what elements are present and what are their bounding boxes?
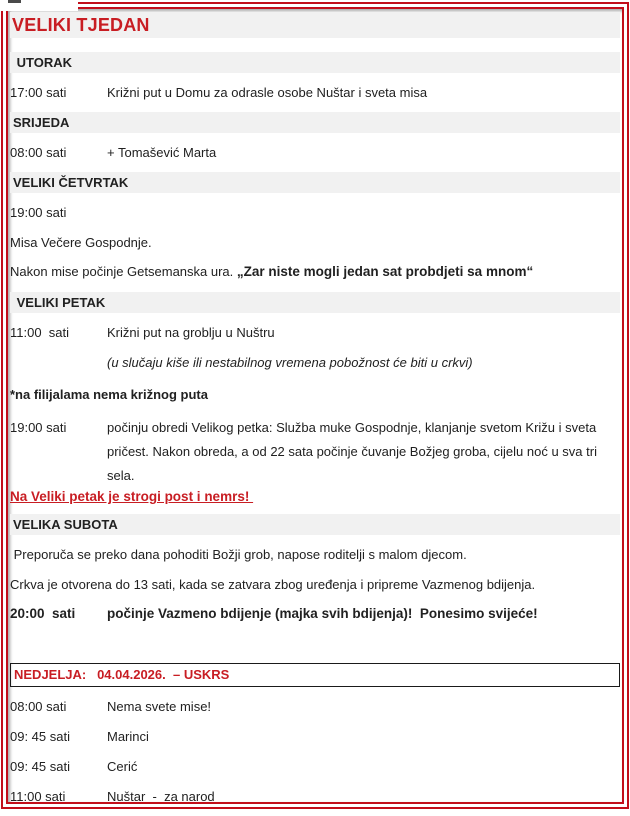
schedule-time: 11:00 sati bbox=[10, 325, 70, 340]
schedule-row bbox=[10, 145, 620, 160]
section-header-nedjelja-uskrs: NEDJELJA: 04.04.2026. – USKRS bbox=[10, 663, 620, 687]
section-header-srijeda: SRIJEDA bbox=[10, 112, 620, 133]
schedule-desc: počinje Vazmeno bdijenje (majka svih bdijenja)! Ponesimo svijeće! bbox=[107, 606, 538, 621]
schedule-time: 20:00 sati bbox=[10, 606, 76, 621]
filijale-note-bold: *na filijalama nema križnog puta bbox=[10, 387, 208, 402]
schedule-desc bbox=[107, 205, 620, 220]
schedule-row bbox=[10, 85, 620, 100]
schedule-time: 11:00 sati bbox=[10, 789, 66, 804]
schedule-row-bold bbox=[10, 606, 620, 621]
paragraph-bozji-grob: Preporuča se preko dana pohoditi Božji grob, napose roditelji s malom djecom. bbox=[10, 547, 467, 562]
schedule-desc: Cerić bbox=[107, 759, 138, 774]
schedule-time: 19:00 sati bbox=[10, 205, 67, 220]
schedule-time: 09: 45 sati bbox=[10, 759, 70, 774]
section-header-veliki-petak: VELIKI PETAK bbox=[10, 292, 620, 313]
paragraph-crkva-otvorena: Crkva je otvorena do 13 sati, kada se zatvara zbog uređenja i pripreme Vazmenog bdijenja. bbox=[10, 577, 536, 592]
schedule-row bbox=[10, 729, 620, 744]
paragraph-misa-vecere: Misa Večere Gospodnje. bbox=[10, 235, 152, 250]
top-left-smudge bbox=[8, 0, 21, 3]
schedule-desc: Križni put u Domu za odrasle osobe Nuštar i sveta misa bbox=[107, 85, 428, 100]
bulletin-content bbox=[10, 12, 620, 816]
section-header-veliki-cetvrtak: VELIKI ČETVRTAK bbox=[10, 172, 620, 193]
weather-note-italic: (u slučaju kiše ili nestabilnog vremena pobožnost će biti u crkvi) bbox=[107, 355, 473, 370]
schedule-time: 17:00 sati bbox=[10, 85, 67, 100]
schedule-time: 08:00 sati bbox=[10, 145, 67, 160]
schedule-time: 08:00 sati bbox=[10, 699, 67, 714]
paragraph-normal-part: Nakon mise počinje Getsemanska ura. bbox=[10, 264, 237, 279]
schedule-desc: Križni put na groblju u Nuštru bbox=[107, 325, 275, 340]
paragraph-quote: „Zar niste mogli jedan sat probdjeti sa mnom“ bbox=[236, 264, 534, 279]
schedule-desc: + Tomašević Marta bbox=[107, 145, 217, 160]
schedule-row bbox=[10, 699, 620, 714]
schedule-desc: Marinci bbox=[107, 729, 149, 744]
schedule-time: 19:00 sati bbox=[10, 420, 67, 435]
fasting-notice: Na Veliki petak je strogi post i nemrs! bbox=[10, 489, 254, 504]
schedule-time: 09: 45 sati bbox=[10, 729, 70, 744]
schedule-row-multiline bbox=[10, 416, 620, 488]
schedule-row bbox=[10, 205, 620, 220]
schedule-row bbox=[10, 759, 620, 774]
page-title: VELIKI TJEDAN bbox=[10, 12, 620, 38]
schedule-desc: Nema svete mise! bbox=[107, 699, 212, 714]
schedule-desc: Nuštar - za narod bbox=[107, 789, 215, 804]
paragraph-getsemanska bbox=[10, 264, 620, 279]
schedule-row bbox=[10, 789, 620, 804]
section-header-velika-subota: VELIKA SUBOTA bbox=[10, 514, 620, 535]
schedule-desc: počinju obredi Velikog petka: Služba muke Gospodnje, klanjanje svetom Križu i sveta pričest. Nakon obreda, a od 22 sata počinje čuvanje Božjeg groba, cijelu noć u sva tri sela. bbox=[107, 420, 601, 483]
schedule-row bbox=[10, 325, 620, 340]
section-header-utorak: UTORAK bbox=[10, 52, 620, 73]
